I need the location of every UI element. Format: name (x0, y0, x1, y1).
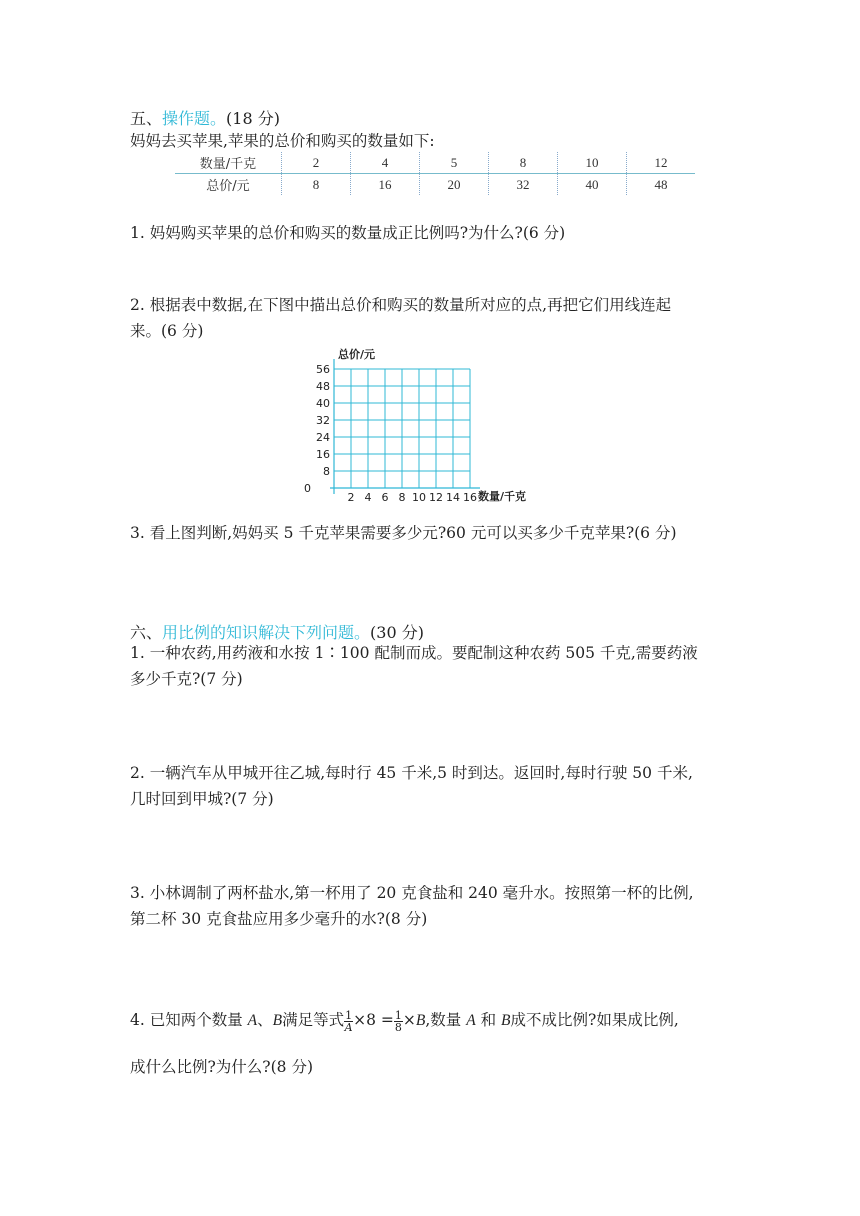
y-tick-label: 16 (316, 448, 330, 461)
x-tick-label: 16 (463, 491, 477, 504)
price-table-grid (175, 152, 695, 195)
table-header-price: 总价/元 (175, 174, 282, 196)
section-6-number: 六、 (130, 623, 163, 642)
question-6-2-line2: 几时回到甲城?(7 分) (130, 790, 274, 808)
var-b: B (272, 1012, 283, 1029)
q4-and: 和 (475, 1011, 502, 1029)
table-cell: 20 (420, 174, 489, 196)
table-cell: 32 (489, 174, 558, 196)
section-5-intro: 妈妈去买苹果,苹果的总价和购买的数量如下: (130, 132, 435, 150)
table-cell: 12 (627, 152, 696, 174)
x-axis-title: 数量/千克 (478, 490, 527, 503)
table-cell: 48 (654, 176, 668, 192)
question-6-4-line2: 成什么比例?为什么?(8 分) (130, 1058, 314, 1076)
x-tick-label: 2 (347, 491, 355, 504)
q4-times8: ×8 = (353, 1011, 394, 1029)
question-6-3 (130, 880, 694, 932)
price-table (175, 152, 695, 195)
fraction-1-over-8 (394, 1010, 403, 1033)
question-5-2-line1: 2. 根据表中数据,在下图中描出总价和购买的数量所对应的点,再把它们用线连起 (130, 296, 672, 314)
question-5-1: 1. 妈妈购买苹果的总价和购买的数量成正比例吗?为什么?(6 分) (130, 224, 566, 242)
origin-label: 0 (304, 482, 311, 495)
q4-after: ,数量 (425, 1011, 467, 1029)
table-row-quantity (175, 152, 695, 174)
q4-sep: 、 (257, 1011, 273, 1029)
question-6-2-line1: 2. 一辆汽车从甲城开往乙城,每时行 45 千米,5 时到达。返回时,每时行驶 50 千米, (130, 764, 693, 782)
table-cell: 40 (558, 174, 627, 196)
x-tick-label: 10 (412, 491, 426, 504)
grid-lines (330, 359, 480, 494)
var-a: A (247, 1012, 258, 1029)
x-tick-label: 4 (364, 491, 372, 504)
var-b-3: B (501, 1012, 511, 1029)
y-tick-labels (316, 363, 330, 478)
frac1-den: A (344, 1020, 353, 1034)
y-axis-title: 总价/元 (338, 348, 376, 361)
section-6-heading: 用比例的知识解决下列问题。 (162, 623, 371, 642)
table-cell: 16 (351, 174, 420, 196)
x-tick-label: 12 (429, 491, 443, 504)
table-cell: 8 (489, 152, 558, 174)
question-6-1-line1: 1. 一种农药,用药液和水按 1∶100 配制而成。要配制这种农药 505 千克,需要药液 (130, 644, 698, 662)
section-5-score: (18 分) (226, 109, 280, 128)
fraction-1-over-a (344, 1010, 353, 1033)
var-b-2: B (415, 1012, 426, 1029)
x-tick-label: 14 (446, 491, 460, 504)
q4-tail: 成不成比例?如果成比例, (510, 1011, 679, 1029)
question-6-3-line1: 3. 小林调制了两杯盐水,第一杯用了 20 克食盐和 240 毫升水。按照第一杯的比例, (130, 884, 694, 902)
var-a-2: A (466, 1012, 476, 1029)
question-6-2 (130, 760, 693, 812)
frac2-num: 1 (394, 1008, 402, 1022)
question-6-3-line2: 第二杯 30 克食盐应用多少毫升的水?(8 分) (130, 910, 428, 928)
question-6-1 (130, 640, 698, 692)
table-header-quantity: 数量/千克 (175, 152, 282, 174)
question-5-2-line2: 来。(6 分) (130, 322, 204, 340)
section-6-score: (30 分) (370, 623, 424, 642)
table-cell: 5 (420, 152, 489, 174)
x-tick-label: 8 (398, 491, 406, 504)
y-tick-label: 32 (316, 414, 330, 427)
q4-prefix: 4. 已知两个数量 (130, 1011, 248, 1029)
y-tick-label: 48 (316, 380, 330, 393)
table-cell: 10 (558, 152, 627, 174)
y-tick-label: 24 (316, 431, 330, 444)
q4-timesB: × (402, 1011, 416, 1029)
q4-mid: 满足等式 (282, 1011, 345, 1029)
table-cell: 2 (282, 152, 351, 174)
question-6-1-line2: 多少千克?(7 分) (130, 670, 243, 688)
frac2-den: 8 (394, 1020, 402, 1034)
question-6-4-line1 (130, 1006, 679, 1035)
y-tick-label: 56 (316, 363, 330, 376)
x-tick-label: 6 (381, 491, 389, 504)
y-tick-label: 8 (323, 465, 330, 478)
x-tick-labels (348, 491, 478, 504)
table-cell: 4 (351, 152, 420, 174)
section-5-number: 五、 (130, 109, 163, 128)
section-5-heading: 操作题。 (162, 109, 227, 128)
table-cell: 8 (282, 174, 351, 196)
question-5-3: 3. 看上图判断,妈妈买 5 千克苹果需要多少元?60 元可以买多少千克苹果?(6 分) (130, 524, 677, 542)
frac1-num: 1 (345, 1008, 353, 1022)
section-5-title (130, 106, 280, 129)
blank-grid (300, 340, 560, 512)
y-tick-label: 40 (316, 397, 330, 410)
table-row-price (175, 174, 695, 196)
